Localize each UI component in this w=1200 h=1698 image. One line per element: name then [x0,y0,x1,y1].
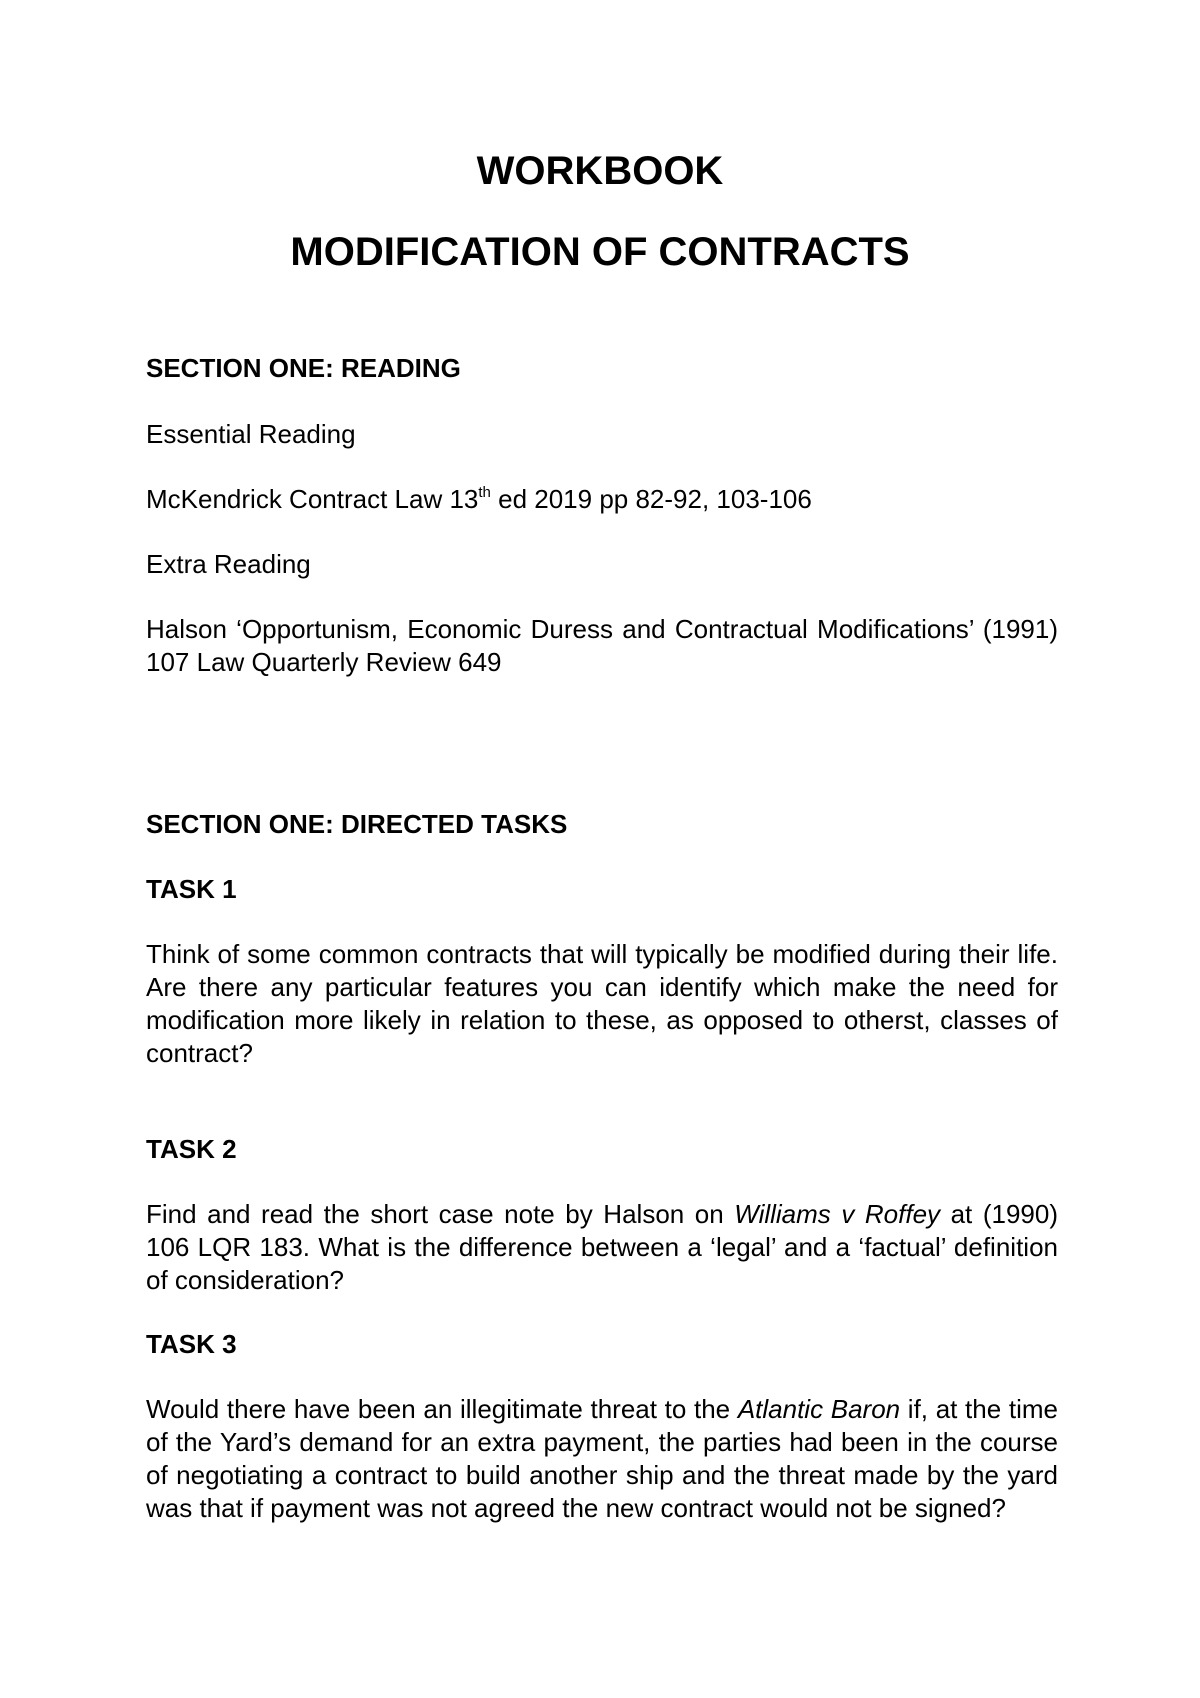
task-3-text [146,1393,1058,1525]
case-name-williams-v-roffey: Williams v Roffey [734,1199,941,1229]
ordinal-suffix: th [478,484,491,501]
task-2-text-start: Find and read the short case note by Halson on [146,1199,735,1229]
extra-reading-label: Extra Reading [146,549,311,579]
essential-reading-text-rest: ed 2019 pp 82-92, 103-106 [490,484,812,514]
task-1-text: Think of some common contracts that will typically be modified during their life. Are there any particular features you can identify which make the need for modification more likely in relation to these, as opposed to otherst, classes of contract? [146,939,1058,1068]
case-name-atlantic-baron: Atlantic Baron [737,1394,901,1424]
tasks-section-heading: SECTION ONE: DIRECTED TASKS [146,809,568,839]
task-2-text-end: at (1990) 106 LQR 183. What is the difference between a ‘legal’ and a ‘factual’ definition of consideration? [146,1199,1058,1295]
extra-reading-citation: Halson ‘Opportunism, Economic Duress and Contractual Modifications’ (1991) 107 Law Quarterly Review 649 [146,614,1058,677]
task-3-text-end: if, at the time of the Yard’s demand for an extra payment, the parties had been in the course of negotiating a contract to build another ship and the threat made by the yard was that if payment was not agreed the new contract would not be signed? [146,1394,1058,1523]
task-3-label: TASK 3 [146,1329,237,1359]
document-subtitle: MODIFICATION OF CONTRACTS [290,230,910,274]
task-2-text [146,1198,1058,1297]
task-2-label: TASK 2 [146,1134,237,1164]
essential-reading-citation [146,483,1058,516]
document-title: WORKBOOK [476,149,724,193]
task-1-label: TASK 1 [146,874,237,904]
task-3-text-start: Would there have been an illegitimate threat to the [146,1394,738,1424]
reading-section-heading: SECTION ONE: READING [146,353,461,383]
essential-reading-label: Essential Reading [146,419,356,449]
essential-reading-text: McKendrick Contract Law 13 [146,484,479,514]
